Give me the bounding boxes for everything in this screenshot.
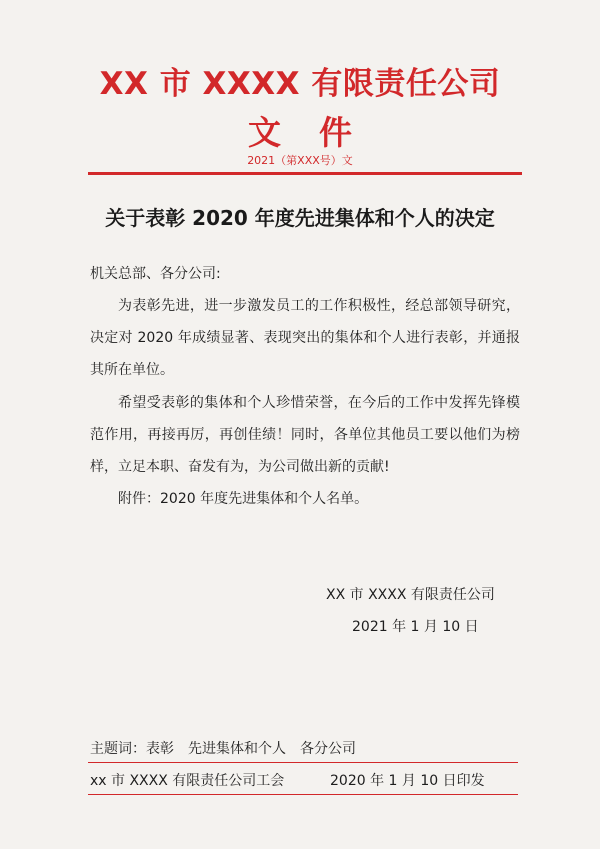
- issuer: xx 市 XXXX 有限责任公司工会: [90, 773, 285, 789]
- print-date: 2020 年 1 月 10 日印发: [330, 773, 485, 789]
- body-paragraph-2: 希望受表彰的集体和个人珍惜荣誉，在今后的工作中发挥先锋模范作用，再接再厉，再创佳绩！同时，各单位其他员工要以他们为榜样，立足本职、奋发有为，为公司做出新的贡献!: [90, 395, 520, 475]
- doc-type-heading: 文件: [248, 113, 390, 152]
- signature-date: 2021 年 1 月 10 日: [352, 619, 479, 635]
- attachment-note: 附件：2020 年度先进集体和个人名单。: [118, 491, 369, 507]
- doc-number: 2021（第XXX号）文: [247, 154, 353, 167]
- footer-rule-top: [88, 762, 518, 763]
- document-title: 关于表彰 2020 年度先进集体和个人的决定: [105, 206, 495, 230]
- salutation: 机关总部、各分公司:: [90, 266, 221, 282]
- org-title: XX 市 XXXX 有限责任公司: [99, 66, 501, 102]
- red-header-rule: [88, 172, 522, 175]
- body-paragraph-1: 为表彰先进，进一步激发员工的工作积极性，经总部领导研究，决定对 2020 年成绩显著、表现突出的集体和个人进行表彰，并通报其所在单位。: [90, 298, 520, 378]
- signature-company: XX 市 XXXX 有限责任公司: [326, 587, 495, 603]
- subject-keywords: 主题词：表彰 先进集体和个人 各分公司: [90, 741, 356, 757]
- footer-rule-bottom: [88, 794, 518, 795]
- issue-line: [90, 770, 520, 790]
